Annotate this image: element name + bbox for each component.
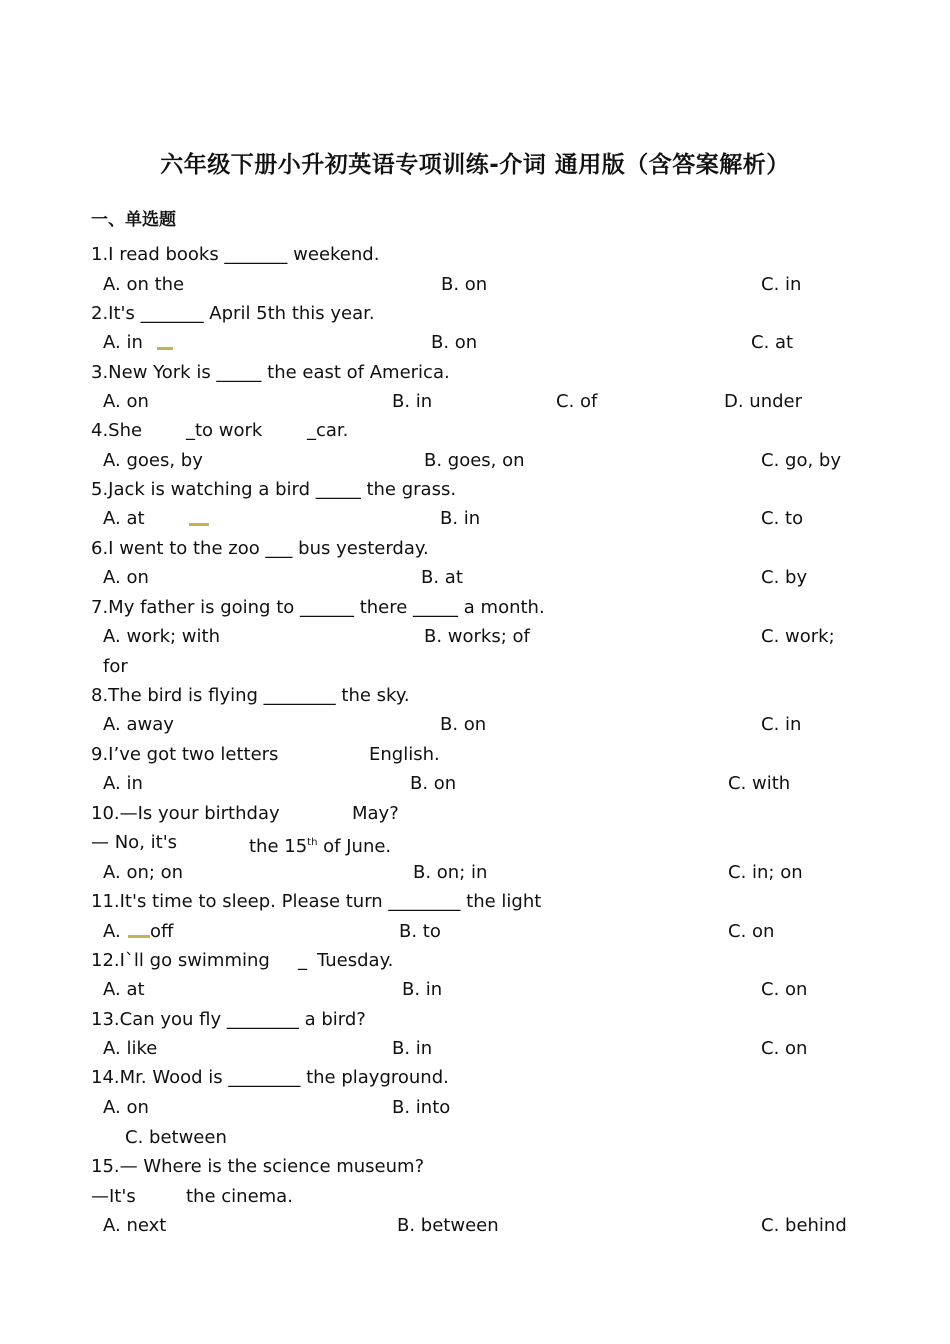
q1-option-a: A. on the — [103, 274, 185, 295]
q8-option-a: A. away — [103, 714, 174, 735]
question-8: 8.The bird is flying ________ the sky. — [91, 685, 410, 706]
q9-option-a: A. in — [103, 773, 143, 794]
q2-option-a: A. in — [103, 332, 143, 353]
q3-option-b: B. in — [392, 391, 433, 412]
question-4-part2: _to work — [186, 420, 263, 441]
q4-option-b: B. goes, on — [424, 450, 525, 471]
q7-option-b: B. works; of — [424, 626, 530, 647]
q6-option-c: C. by — [761, 567, 808, 588]
q7-option-a: A. work; with — [103, 626, 220, 647]
question-3: 3.New York is _____ the east of America. — [91, 362, 450, 383]
q5-option-a: A. at — [103, 508, 145, 529]
question-10-part1: 10.—Is your birthday — [91, 803, 280, 824]
q10-option-c: C. in; on — [728, 862, 803, 883]
question-13: 13.Can you fly ________ a bird? — [91, 1009, 366, 1030]
q15-option-a: A. next — [103, 1215, 167, 1236]
highlight-mark — [189, 523, 209, 526]
question-12-blank: _ — [298, 950, 307, 971]
page-title: 六年级下册小升初英语专项训练-介词 通用版（含答案解析） — [160, 152, 790, 178]
question-9-part2: English. — [369, 744, 440, 765]
highlight-mark — [157, 347, 173, 350]
date-number: the 15 — [249, 836, 308, 857]
q12-option-c: C. on — [761, 979, 808, 1000]
q8-option-b: B. on — [440, 714, 487, 735]
date-month: of June. — [317, 836, 392, 857]
question-7: 7.My father is going to ______ there _____ a month. — [91, 597, 545, 618]
question-14: 14.Mr. Wood is ________ the playground. — [91, 1067, 449, 1088]
question-12-part2: Tuesday. — [317, 950, 394, 971]
q2-option-b: B. on — [431, 332, 478, 353]
q14-option-c: C. between — [125, 1127, 227, 1148]
question-15-answer-part2: the cinema. — [186, 1186, 293, 1207]
q13-option-a: A. like — [103, 1038, 158, 1059]
q12-option-a: A. at — [103, 979, 145, 1000]
question-6: 6.I went to the zoo ___ bus yesterday. — [91, 538, 429, 559]
q4-option-c: C. go, by — [761, 450, 841, 471]
q13-option-b: B. in — [392, 1038, 433, 1059]
q7-option-c-wrap: for — [103, 656, 128, 677]
q5-option-c: C. to — [761, 508, 804, 529]
q11-option-b: B. to — [399, 921, 441, 942]
q11-option-a-text: off — [150, 921, 174, 942]
question-4-part1: 4.She — [91, 420, 143, 441]
section-heading: 一、单选题 — [91, 210, 176, 230]
q9-option-b: B. on — [410, 773, 457, 794]
q10-option-b: B. on; in — [413, 862, 488, 883]
question-2: 2.It's _______ April 5th this year. — [91, 303, 375, 324]
q10-option-a: A. on; on — [103, 862, 184, 883]
question-5: 5.Jack is watching a bird _____ the grass. — [91, 479, 457, 500]
q15-option-b: B. between — [397, 1215, 499, 1236]
q4-option-a: A. goes, by — [103, 450, 203, 471]
q14-option-b: B. into — [392, 1097, 451, 1118]
highlight-mark — [128, 935, 150, 938]
q6-option-b: B. at — [421, 567, 463, 588]
q1-option-c: C. in — [761, 274, 802, 295]
q8-option-c: C. in — [761, 714, 802, 735]
q3-option-d: D. under — [724, 391, 803, 412]
question-4-part3: _car. — [307, 420, 349, 441]
q9-option-c: C. with — [728, 773, 791, 794]
q11-option-a: A. — [103, 921, 127, 942]
q7-option-c: C. work; — [761, 626, 835, 647]
q5-option-b: B. in — [440, 508, 481, 529]
q12-option-b: B. in — [402, 979, 443, 1000]
question-9-part1: 9.I’ve got two letters — [91, 744, 279, 765]
q1-option-b: B. on — [441, 274, 488, 295]
q11-option-c: C. on — [728, 921, 775, 942]
question-15: 15.— Where is the science museum? — [91, 1156, 425, 1177]
question-11: 11.It's time to sleep. Please turn ________ the light — [91, 891, 542, 912]
q6-option-a: A. on — [103, 567, 149, 588]
question-10-answer-rest — [249, 831, 391, 859]
question-10-part2: May? — [352, 803, 399, 824]
q2-option-c: C. at — [751, 332, 794, 353]
q15-option-c: C. behind — [761, 1215, 847, 1236]
question-10-answer-line: — No, it's — [91, 832, 178, 853]
question-15-answer-part1: —It's — [91, 1186, 136, 1207]
question-12-part1: 12.I`ll go swimming — [91, 950, 270, 971]
q3-option-a: A. on — [103, 391, 149, 412]
q13-option-c: C. on — [761, 1038, 808, 1059]
q3-option-c: C. of — [556, 391, 598, 412]
ordinal-suffix: th — [307, 837, 318, 848]
question-1: 1.I read books _______ weekend. — [91, 244, 380, 265]
q14-option-a: A. on — [103, 1097, 149, 1118]
